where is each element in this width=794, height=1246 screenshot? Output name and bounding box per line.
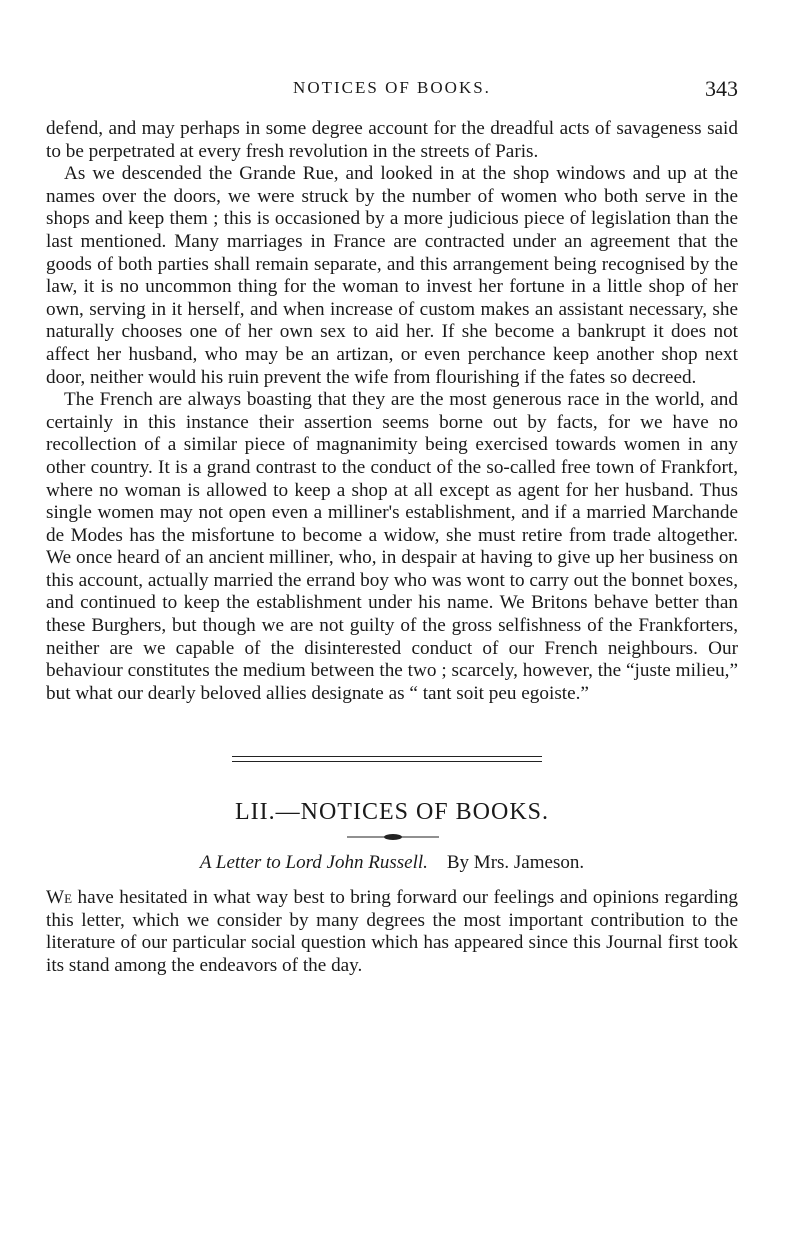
running-title: NOTICES OF BOOKS. <box>293 78 491 97</box>
review-paragraph <box>46 887 738 977</box>
running-head <box>46 76 738 102</box>
paragraph-3: The French are always boasting that they are the most generous race in the world, and certainly in this instance their assertion seems borne out by facts, for we have no recollection of a similar piece of magnanimity being exercised towards women in any other country. It is a grand contrast to the conduct of the so-called free town of Frankfort, where no woman is allowed to keep a shop at all except as agent for her husband. Thus single women may not open even a milliner's establishment, and if a married Marchande de Modes has the misfortune to become a widow, she must retire from trade altogether. We once heard of an ancient milliner, who, in despair at having to give up her business on this account, actually married the errand boy who was wont to carry out the bonnet boxes, and continued to keep the establishment under his name. We Britons behave better than these Burghers, but though we are not guilty of the gross selfishness of the Frankforters, neither are we capable of the disinterested conduct of our French neighbours. Our behaviour constitutes the medium between the two ; scarcely, however, the “juste milieu,” but what our dearly beloved allies designate as “ tant soit peu egoiste.” <box>46 389 738 704</box>
book-author: By Mrs. Jameson. <box>446 852 585 873</box>
paragraph-2: As we descended the Grande Rue, and looked in at the shop windows and up at the names over the doors, we were struck by the number of women who both serve in the shops and keep them ; this is occasioned by a more judicious piece of legislation than the last mentioned. Many marriages in France are contracted under an agreement that the goods of both parties shall remain separate, and this arrangement being recognised by the law, it is no uncommon thing for the woman to invest her fortune in a little shop of her own, serving in it herself, and when increase of custom makes an assistant necessary, she naturally chooses one of her own sex to aid her. If she become a bankrupt it does not affect her husband, who may be an artizan, or even perchance keep another shop next door, neither would his ruin prevent the wife from flourishing if the fates so decreed. <box>46 163 738 388</box>
review-text: have hesitated in what way best to bring forward our feelings and opinions regarding this letter, which we consider by many degrees the most important contribution to the literature of our particular social question which has appeared since this Journal first took its stand among the endeavors of the day. <box>46 887 739 976</box>
book-title: A Letter to Lord John Russell. <box>199 852 428 873</box>
paragraph-1: defend, and may perhaps in some degree account for the dreadful acts of savageness said to be perpetrated at every fresh revolution in the streets of Paris. <box>46 118 738 162</box>
review-body <box>46 887 738 977</box>
section-divider <box>232 756 542 762</box>
ornament-rule <box>347 832 439 842</box>
article-body <box>46 118 738 705</box>
section-heading: LII.—NOTICES OF BOOKS. <box>234 799 549 825</box>
book-title-line <box>46 852 738 874</box>
page-number: 343 <box>705 76 738 101</box>
review-opening-word: We <box>46 887 73 908</box>
